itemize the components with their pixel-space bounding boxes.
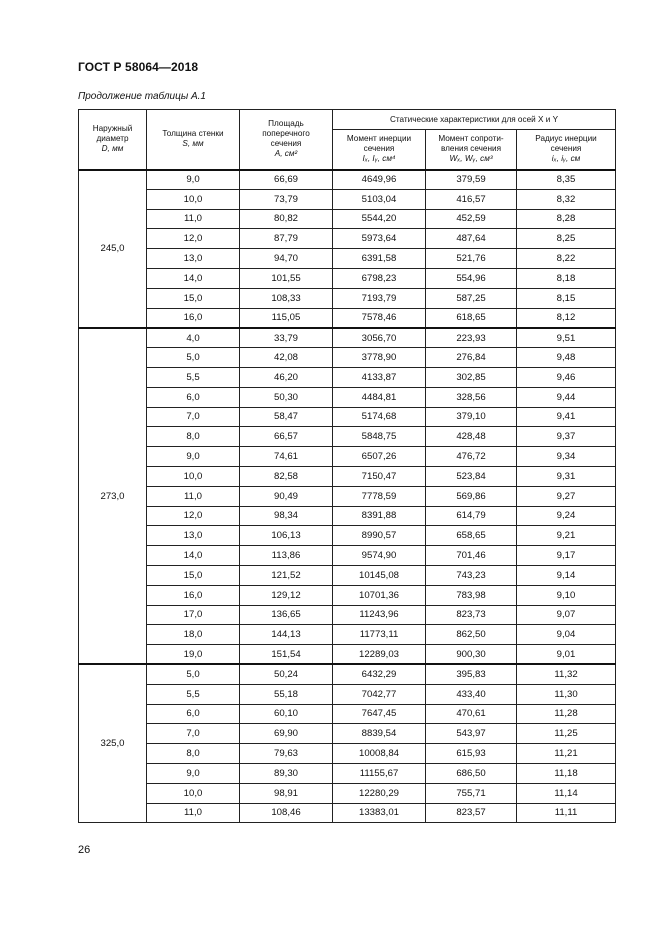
section-modulus-cell: 658,65 <box>426 526 517 546</box>
section-modulus-cell: 428,48 <box>426 427 517 447</box>
table-row <box>79 387 616 407</box>
wall-thickness-cell: 11,0 <box>147 209 240 229</box>
section-properties-table <box>78 109 616 823</box>
wall-thickness-cell: 8,0 <box>147 427 240 447</box>
table-row <box>79 367 616 387</box>
section-modulus-cell: 476,72 <box>426 447 517 467</box>
area-cell: 98,91 <box>240 783 333 803</box>
wall-thickness-cell: 5,0 <box>147 664 240 684</box>
table-row <box>79 684 616 704</box>
wall-thickness-cell: 10,0 <box>147 783 240 803</box>
area-cell: 79,63 <box>240 744 333 764</box>
radius-of-gyration-cell: 8,18 <box>517 268 616 288</box>
wall-thickness-cell: 8,0 <box>147 744 240 764</box>
moment-of-inertia-cell: 4133,87 <box>333 367 426 387</box>
table-row <box>79 486 616 506</box>
section-modulus-cell: 554,96 <box>426 268 517 288</box>
table-row <box>79 585 616 605</box>
table-caption: Продолжение таблицы А.1 <box>78 91 206 102</box>
area-cell: 136,65 <box>240 605 333 625</box>
radius-of-gyration-cell: 9,31 <box>517 466 616 486</box>
radius-of-gyration-cell: 9,04 <box>517 625 616 645</box>
moment-of-inertia-cell: 8839,54 <box>333 724 426 744</box>
area-cell: 80,82 <box>240 209 333 229</box>
wall-thickness-cell: 9,0 <box>147 170 240 190</box>
wall-thickness-cell: 15,0 <box>147 288 240 308</box>
section-modulus-cell: 416,57 <box>426 189 517 209</box>
area-cell: 33,79 <box>240 328 333 348</box>
wall-thickness-cell: 11,0 <box>147 803 240 823</box>
section-modulus-cell: 862,50 <box>426 625 517 645</box>
moment-of-inertia-cell: 12289,03 <box>333 645 426 665</box>
moment-of-inertia-cell: 7578,46 <box>333 308 426 328</box>
radius-of-gyration-cell: 9,07 <box>517 605 616 625</box>
wall-thickness-cell: 15,0 <box>147 565 240 585</box>
area-cell: 73,79 <box>240 189 333 209</box>
section-modulus-cell: 900,30 <box>426 645 517 665</box>
area-cell: 89,30 <box>240 763 333 783</box>
table-row <box>79 803 616 823</box>
moment-of-inertia-cell: 10008,84 <box>333 744 426 764</box>
table-row <box>79 704 616 724</box>
wall-thickness-cell: 16,0 <box>147 585 240 605</box>
section-modulus-cell: 614,79 <box>426 506 517 526</box>
section-modulus-cell: 223,93 <box>426 328 517 348</box>
table-row <box>79 506 616 526</box>
table-row <box>79 328 616 348</box>
area-cell: 94,70 <box>240 249 333 269</box>
wall-thickness-cell: 19,0 <box>147 645 240 665</box>
section-modulus-cell: 569,86 <box>426 486 517 506</box>
section-modulus-cell: 521,76 <box>426 249 517 269</box>
table-row <box>79 605 616 625</box>
area-cell: 108,33 <box>240 288 333 308</box>
radius-of-gyration-cell: 9,14 <box>517 565 616 585</box>
area-cell: 42,08 <box>240 348 333 368</box>
radius-of-gyration-cell: 11,18 <box>517 763 616 783</box>
moment-of-inertia-cell: 7150,47 <box>333 466 426 486</box>
header-cross-section-area: Площадь поперечного сечения A, см² <box>240 110 333 170</box>
wall-thickness-cell: 18,0 <box>147 625 240 645</box>
moment-of-inertia-cell: 4649,96 <box>333 170 426 190</box>
area-cell: 66,57 <box>240 427 333 447</box>
table-body <box>79 170 616 823</box>
moment-of-inertia-cell: 6432,29 <box>333 664 426 684</box>
radius-of-gyration-cell: 8,35 <box>517 170 616 190</box>
section-modulus-cell: 379,59 <box>426 170 517 190</box>
radius-of-gyration-cell: 9,37 <box>517 427 616 447</box>
area-cell: 113,86 <box>240 546 333 566</box>
table-row <box>79 526 616 546</box>
header-moment-of-inertia: Момент инерции сечения Iₓ, Iᵧ, см⁴ <box>333 130 426 170</box>
section-modulus-cell: 618,65 <box>426 308 517 328</box>
wall-thickness-cell: 12,0 <box>147 506 240 526</box>
area-cell: 129,12 <box>240 585 333 605</box>
moment-of-inertia-cell: 3056,70 <box>333 328 426 348</box>
area-cell: 46,20 <box>240 367 333 387</box>
area-cell: 115,05 <box>240 308 333 328</box>
table-row <box>79 348 616 368</box>
moment-of-inertia-cell: 4484,81 <box>333 387 426 407</box>
section-modulus-cell: 743,23 <box>426 565 517 585</box>
section-modulus-cell: 433,40 <box>426 684 517 704</box>
table-row <box>79 229 616 249</box>
section-modulus-cell: 276,84 <box>426 348 517 368</box>
section-modulus-cell: 755,71 <box>426 783 517 803</box>
area-cell: 82,58 <box>240 466 333 486</box>
radius-of-gyration-cell: 11,14 <box>517 783 616 803</box>
wall-thickness-cell: 7,0 <box>147 724 240 744</box>
document-standard-header: ГОСТ Р 58064—2018 <box>78 60 199 74</box>
moment-of-inertia-cell: 9574,90 <box>333 546 426 566</box>
radius-of-gyration-cell: 9,51 <box>517 328 616 348</box>
section-modulus-cell: 379,10 <box>426 407 517 427</box>
wall-thickness-cell: 9,0 <box>147 763 240 783</box>
table-row <box>79 466 616 486</box>
table-row <box>79 744 616 764</box>
moment-of-inertia-cell: 5848,75 <box>333 427 426 447</box>
radius-of-gyration-cell: 8,28 <box>517 209 616 229</box>
area-cell: 60,10 <box>240 704 333 724</box>
moment-of-inertia-cell: 10701,36 <box>333 585 426 605</box>
table-row <box>79 189 616 209</box>
area-cell: 108,46 <box>240 803 333 823</box>
radius-of-gyration-cell: 9,48 <box>517 348 616 368</box>
moment-of-inertia-cell: 7042,77 <box>333 684 426 704</box>
moment-of-inertia-cell: 11773,11 <box>333 625 426 645</box>
table-row <box>79 308 616 328</box>
area-cell: 58,47 <box>240 407 333 427</box>
table-row <box>79 407 616 427</box>
header-radius-of-gyration: Радиус инерции сечения iₓ, iᵧ, см <box>517 130 616 170</box>
radius-of-gyration-cell: 9,41 <box>517 407 616 427</box>
wall-thickness-cell: 4,0 <box>147 328 240 348</box>
moment-of-inertia-cell: 3778,90 <box>333 348 426 368</box>
radius-of-gyration-cell: 8,25 <box>517 229 616 249</box>
area-cell: 90,49 <box>240 486 333 506</box>
section-modulus-cell: 783,98 <box>426 585 517 605</box>
radius-of-gyration-cell: 8,12 <box>517 308 616 328</box>
section-modulus-cell: 543,97 <box>426 724 517 744</box>
section-modulus-cell: 823,57 <box>426 803 517 823</box>
outer-diameter-cell: 325,0 <box>79 664 147 822</box>
table-row <box>79 209 616 229</box>
area-cell: 98,34 <box>240 506 333 526</box>
section-modulus-cell: 452,59 <box>426 209 517 229</box>
table-row <box>79 565 616 585</box>
wall-thickness-cell: 12,0 <box>147 229 240 249</box>
header-wall-thickness: Толщина стенки S, мм <box>147 110 240 170</box>
table-row <box>79 546 616 566</box>
section-modulus-cell: 328,56 <box>426 387 517 407</box>
outer-diameter-cell: 245,0 <box>79 170 147 328</box>
table-row <box>79 664 616 684</box>
header-section-modulus: Момент сопроти- вления сечения Wₓ, Wᵧ, см³ <box>426 130 517 170</box>
wall-thickness-cell: 5,5 <box>147 367 240 387</box>
section-modulus-cell: 302,85 <box>426 367 517 387</box>
section-modulus-cell: 487,64 <box>426 229 517 249</box>
moment-of-inertia-cell: 10145,08 <box>333 565 426 585</box>
table-row <box>79 288 616 308</box>
section-modulus-cell: 615,93 <box>426 744 517 764</box>
section-modulus-cell: 523,84 <box>426 466 517 486</box>
section-modulus-cell: 823,73 <box>426 605 517 625</box>
area-cell: 55,18 <box>240 684 333 704</box>
area-cell: 66,69 <box>240 170 333 190</box>
moment-of-inertia-cell: 5544,20 <box>333 209 426 229</box>
wall-thickness-cell: 9,0 <box>147 447 240 467</box>
wall-thickness-cell: 14,0 <box>147 546 240 566</box>
table-row <box>79 783 616 803</box>
moment-of-inertia-cell: 11243,96 <box>333 605 426 625</box>
outer-diameter-cell: 273,0 <box>79 328 147 665</box>
area-cell: 69,90 <box>240 724 333 744</box>
wall-thickness-cell: 5,5 <box>147 684 240 704</box>
wall-thickness-cell: 5,0 <box>147 348 240 368</box>
radius-of-gyration-cell: 8,32 <box>517 189 616 209</box>
moment-of-inertia-cell: 5973,64 <box>333 229 426 249</box>
area-cell: 50,24 <box>240 664 333 684</box>
wall-thickness-cell: 17,0 <box>147 605 240 625</box>
section-modulus-cell: 701,46 <box>426 546 517 566</box>
table-row <box>79 268 616 288</box>
radius-of-gyration-cell: 9,46 <box>517 367 616 387</box>
radius-of-gyration-cell: 9,17 <box>517 546 616 566</box>
header-static-characteristics: Статические характеристики для осей X и Y <box>333 110 616 130</box>
section-modulus-cell: 395,83 <box>426 664 517 684</box>
moment-of-inertia-cell: 6798,23 <box>333 268 426 288</box>
page-number: 26 <box>78 844 91 856</box>
wall-thickness-cell: 7,0 <box>147 407 240 427</box>
radius-of-gyration-cell: 11,30 <box>517 684 616 704</box>
radius-of-gyration-cell: 11,11 <box>517 803 616 823</box>
table-row <box>79 427 616 447</box>
wall-thickness-cell: 6,0 <box>147 387 240 407</box>
area-cell: 106,13 <box>240 526 333 546</box>
area-cell: 50,30 <box>240 387 333 407</box>
moment-of-inertia-cell: 5103,04 <box>333 189 426 209</box>
moment-of-inertia-cell: 6391,58 <box>333 249 426 269</box>
radius-of-gyration-cell: 11,25 <box>517 724 616 744</box>
moment-of-inertia-cell: 8990,57 <box>333 526 426 546</box>
table-row <box>79 724 616 744</box>
radius-of-gyration-cell: 9,01 <box>517 645 616 665</box>
radius-of-gyration-cell: 8,15 <box>517 288 616 308</box>
table-row <box>79 763 616 783</box>
radius-of-gyration-cell: 9,44 <box>517 387 616 407</box>
radius-of-gyration-cell: 9,34 <box>517 447 616 467</box>
radius-of-gyration-cell: 9,10 <box>517 585 616 605</box>
moment-of-inertia-cell: 7193,79 <box>333 288 426 308</box>
table-row <box>79 645 616 665</box>
moment-of-inertia-cell: 13383,01 <box>333 803 426 823</box>
moment-of-inertia-cell: 8391,88 <box>333 506 426 526</box>
area-cell: 87,79 <box>240 229 333 249</box>
moment-of-inertia-cell: 6507,26 <box>333 447 426 467</box>
radius-of-gyration-cell: 9,27 <box>517 486 616 506</box>
wall-thickness-cell: 16,0 <box>147 308 240 328</box>
table-row <box>79 170 616 190</box>
area-cell: 151,54 <box>240 645 333 665</box>
area-cell: 74,61 <box>240 447 333 467</box>
header-outer-diameter: Наружный диаметр D, мм <box>79 110 147 170</box>
moment-of-inertia-cell: 11155,67 <box>333 763 426 783</box>
radius-of-gyration-cell: 11,21 <box>517 744 616 764</box>
wall-thickness-cell: 14,0 <box>147 268 240 288</box>
wall-thickness-cell: 6,0 <box>147 704 240 724</box>
section-modulus-cell: 470,61 <box>426 704 517 724</box>
moment-of-inertia-cell: 7778,59 <box>333 486 426 506</box>
moment-of-inertia-cell: 12280,29 <box>333 783 426 803</box>
area-cell: 101,55 <box>240 268 333 288</box>
radius-of-gyration-cell: 9,21 <box>517 526 616 546</box>
section-modulus-cell: 587,25 <box>426 288 517 308</box>
table-row <box>79 625 616 645</box>
radius-of-gyration-cell: 9,24 <box>517 506 616 526</box>
area-cell: 144,13 <box>240 625 333 645</box>
table-row <box>79 447 616 467</box>
radius-of-gyration-cell: 11,28 <box>517 704 616 724</box>
radius-of-gyration-cell: 11,32 <box>517 664 616 684</box>
moment-of-inertia-cell: 7647,45 <box>333 704 426 724</box>
moment-of-inertia-cell: 5174,68 <box>333 407 426 427</box>
wall-thickness-cell: 11,0 <box>147 486 240 506</box>
table-row <box>79 249 616 269</box>
area-cell: 121,52 <box>240 565 333 585</box>
section-modulus-cell: 686,50 <box>426 763 517 783</box>
wall-thickness-cell: 13,0 <box>147 249 240 269</box>
wall-thickness-cell: 13,0 <box>147 526 240 546</box>
wall-thickness-cell: 10,0 <box>147 189 240 209</box>
wall-thickness-cell: 10,0 <box>147 466 240 486</box>
radius-of-gyration-cell: 8,22 <box>517 249 616 269</box>
